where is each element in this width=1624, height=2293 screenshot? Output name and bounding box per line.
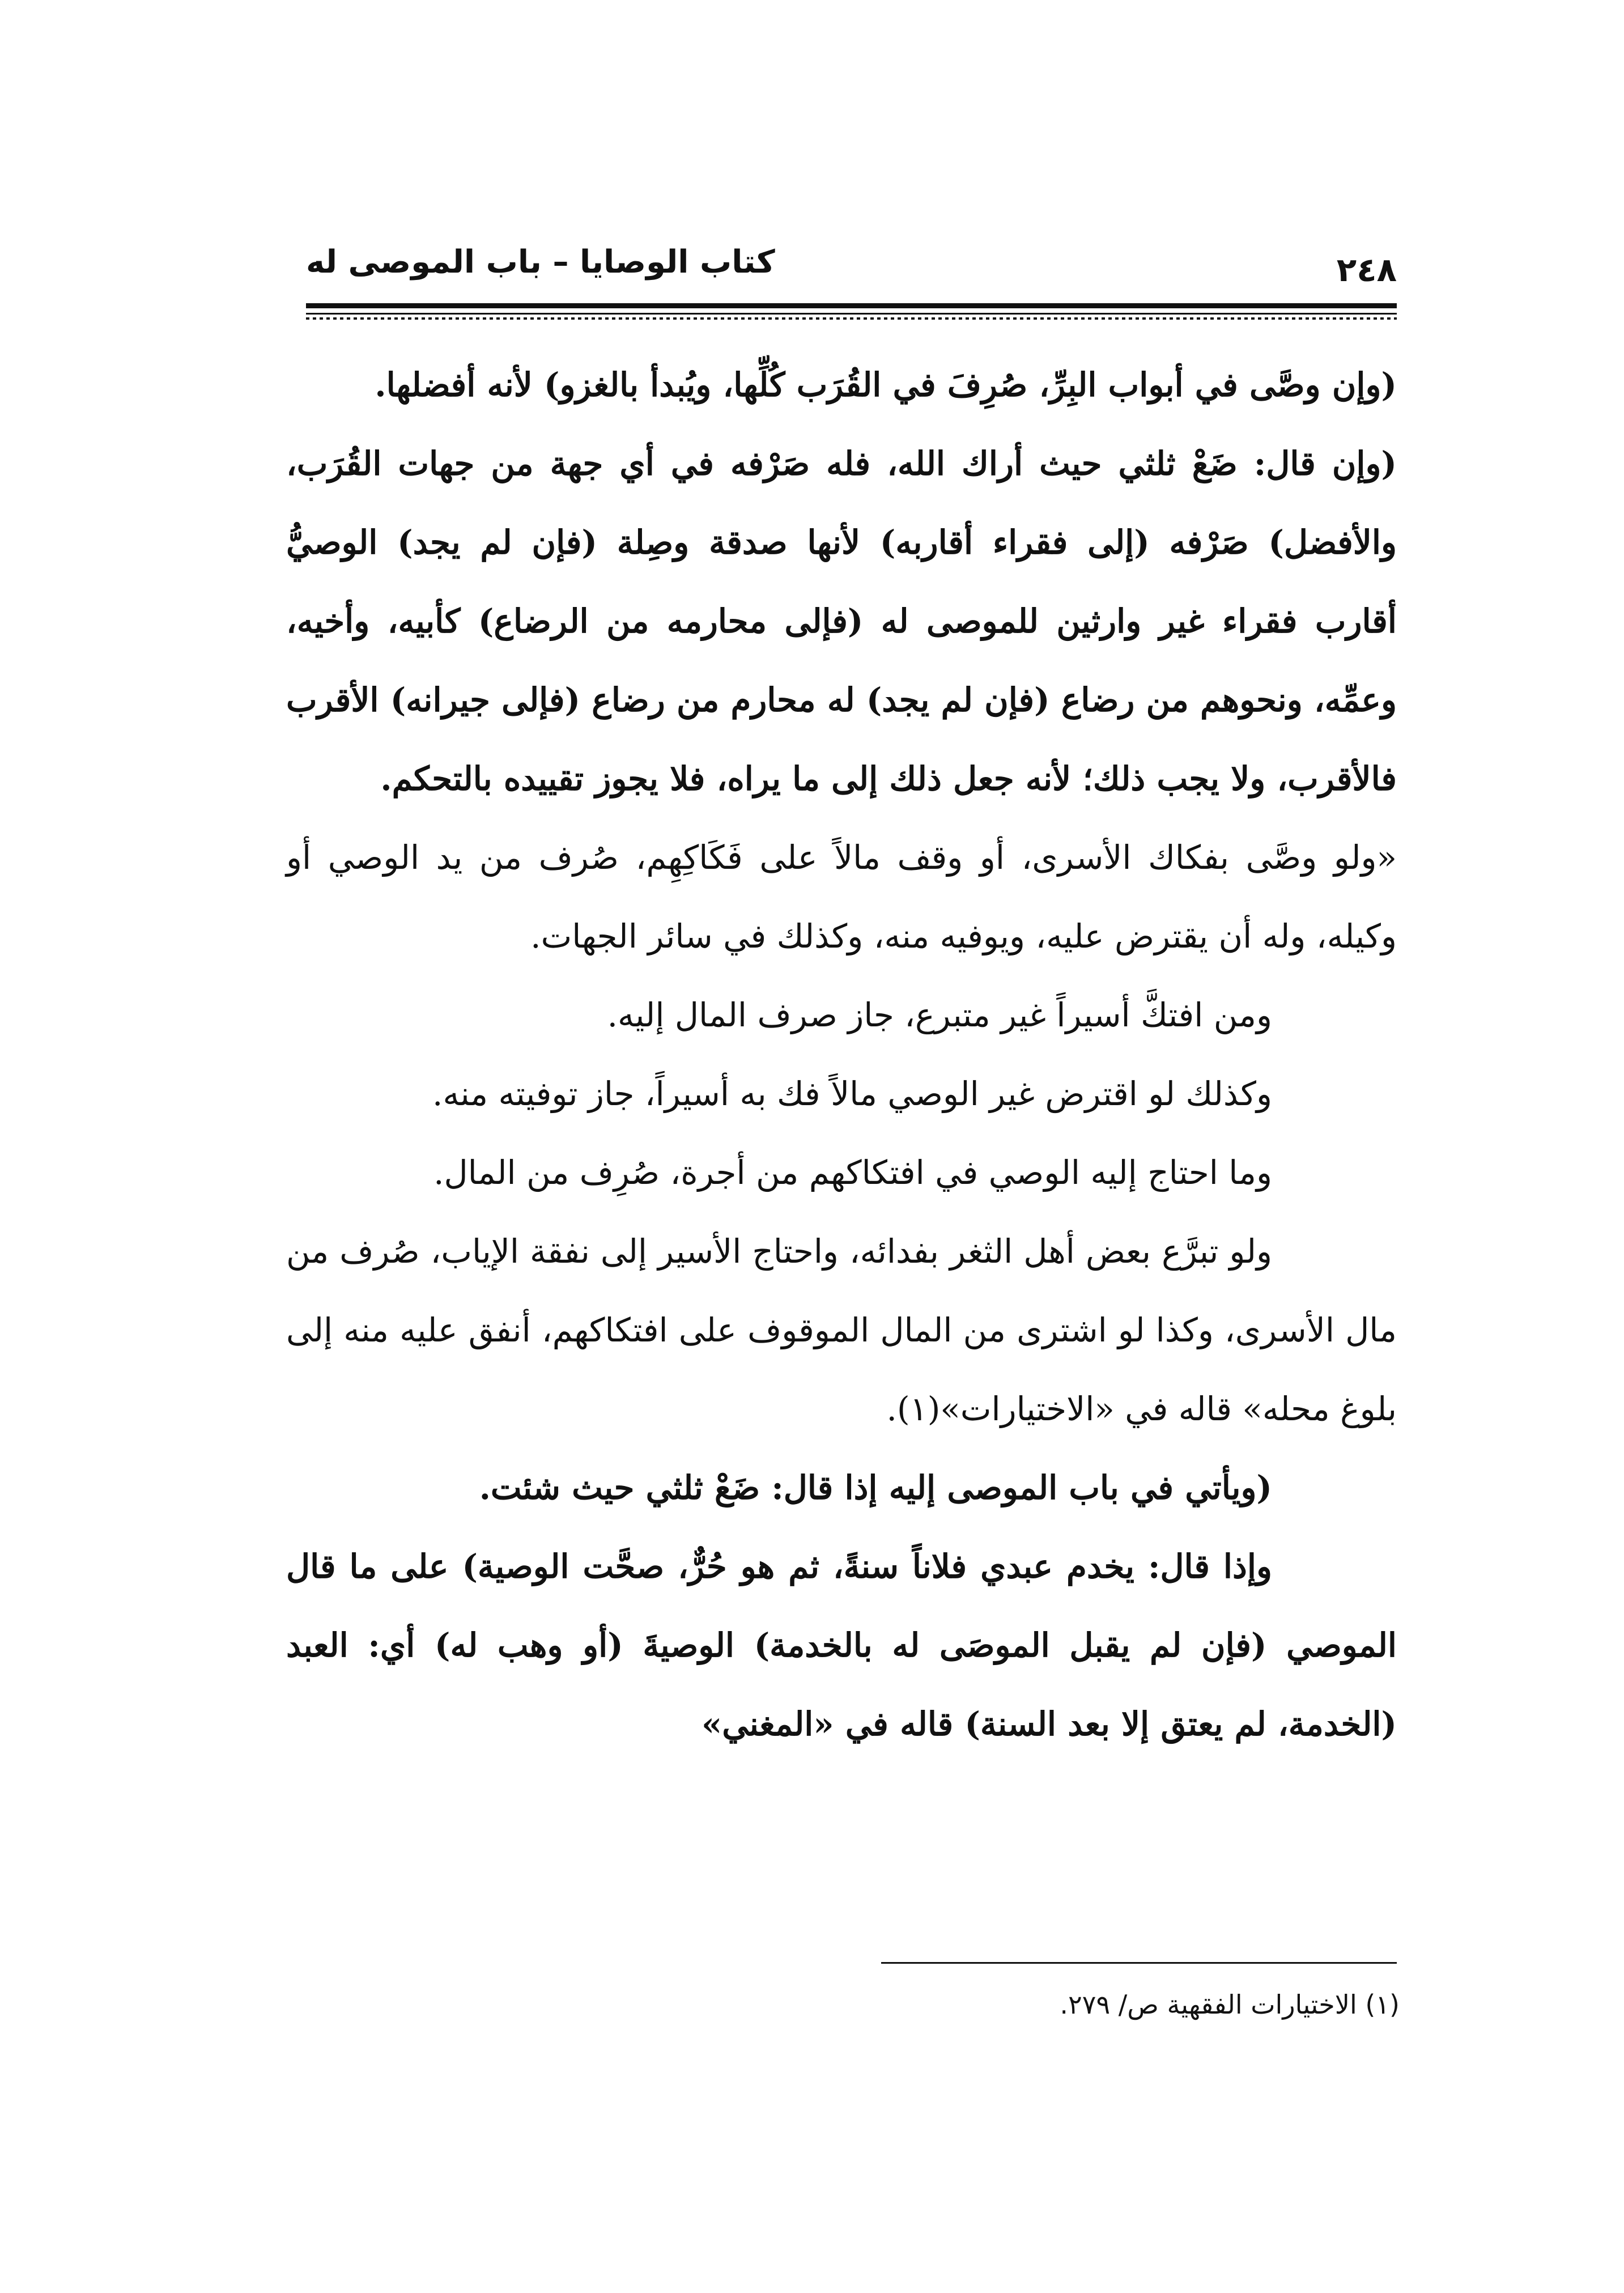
- page-header: [306, 244, 1397, 295]
- page-number: ٢٤٨: [1336, 250, 1397, 289]
- paragraph: وإذا قال: يخدم عبدي فلاناً سنةً، ثم هو حُرٌّ، صحَّت الوصية) على ما قال الموصي (فإن لم يقبل الموصَى له بالخدمة) الوصيةَ (أو وهب له) أي: العبد (الخدمة، لم يعتق إلا بعد السنة) قاله في «المغني»: [286, 1547, 1397, 1743]
- footnote: (١) الاختيارات الفقهية ص/ ٢٧٩.: [1060, 1989, 1400, 2020]
- paragraph: (وإن قال: ضَعْ ثلثي حيث أراك الله، فله صَرْفه في أي جهة من جهات القُرَب، والأفضل) صَرْفه (إلى فقراء أقاربه) لأنها صدقة وصِلة (فإن لم يجد) الوصيُّ أقارب فقراء غير وارثين للموصى له (فإلى محارمه من الرضاع) كأبيه، وأخيه، وعمِّه، ونحوهم من رضاع (فإن لم يجد) له محارم من رضاع (فإلى جيرانه) الأقرب فالأقرب، ولا يجب ذلك؛ لأنه جعل ذلك إلى ما يراه، فلا يجوز تقييده بالتحكم.: [286, 444, 1397, 798]
- footnote-rule: [881, 1962, 1397, 1964]
- paragraph: ولو تبرَّع بعض أهل الثغر بفدائه، واحتاج الأسير إلى نفقة الإياب، صُرف من مال الأسرى، وكذا لو اشترى من المال الموقوف على افتكاكهم، أنفق عليه منه إلى بلوغ محله» قاله في «الاختيارات»(١).: [286, 1232, 1397, 1428]
- header-rule-dotted: [306, 317, 1397, 320]
- header-rule-thin: [306, 313, 1397, 315]
- paragraph: «ولو وصَّى بفكاك الأسرى، أو وقف مالاً على فَكَاكِهِم، صُرف من يد الوصي أو وكيله، وله أن يقترض عليه، ويوفيه منه، وكذلك في سائر الجهات.: [286, 838, 1397, 956]
- paragraph: وكذلك لو اقترض غير الوصي مالاً فك به أسيراً، جاز توفيته منه.: [432, 1075, 1272, 1113]
- chapter-title: كتاب الوصايا – باب الموصى له: [306, 244, 775, 281]
- main-text: [286, 346, 1397, 1764]
- paragraph: (وإن وصَّى في أبواب البِرِّ، صُرِفَ في القُرَب كُلِّها، ويُبدأ بالغزو) لأنه أفضلها.: [375, 366, 1397, 404]
- header-rule-thick: [306, 303, 1397, 308]
- paragraph: (ويأتي في باب الموصى إليه إذا قال: ضَعْ ثلثي حيث شئت.: [479, 1468, 1272, 1507]
- paragraph: ومن افتكَّ أسيراً غير متبرع، جاز صرف المال إليه.: [607, 996, 1272, 1034]
- paragraph: وما احتاج إليه الوصي في افتكاكهم من أجرة، صُرِف من المال.: [433, 1153, 1272, 1192]
